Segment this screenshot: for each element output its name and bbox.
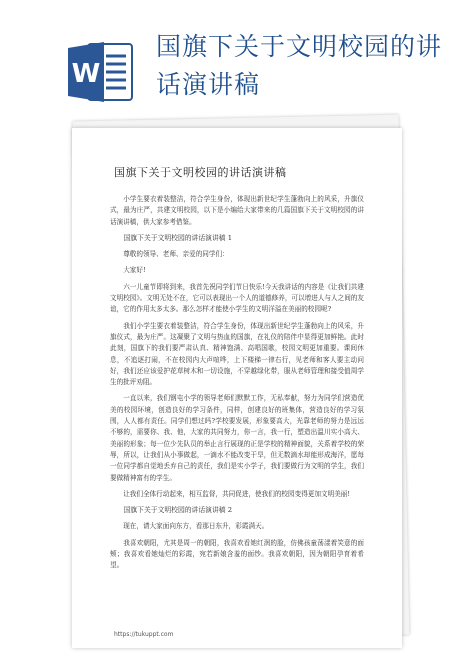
greeting-line: 尊敬的领导、老师、亲爱的同学们： [123,250,229,259]
document-title: 国旗下关于文明校园的讲话演讲稿 [114,166,287,179]
paragraph-3: 一直以来，我们钢屯小学的领导老师们默默工作，无私奉献，努力为同学们营造优美的校园环境，创造良好的学习条件，同样，创建良好的班集体，营造良好的学习氛围，人人都有责任。同学们想过吗?学校要发展，形象要高大，光靠老师的努力是远远不够的，需要你、我、他，大家的共同努力，你一言，我一行，塑造出温川实小高大、美丽的形象；每一位少先队员的举止言行展现的正是学校的精神面貌，关系着学校的荣辱，所以，让我们从小事做起，一滴水不能改变干旱，但无数滴水却能形成海洋，愿每一位同学都自觉地丢弃自己的责任，我们是实小学子，我们要做行为文明的学生，我们要做精神富有的学生。 [110,394,364,482]
source-url: https://tukuppt.com [114,631,174,638]
section-2-heading: 国旗下关于文明校园的讲话演讲稿 2 [123,506,233,515]
intro-paragraph: 小学生要衣着装整洁，符合学生身份，体现出新世纪学生蓬勃向上的风采，升旗仪式，最为庄严，共建文明校园，以下是小编给大家带来的几篇国旗下关于文明校园的讲话演讲稿，供大家参考借鉴。 [110,195,364,226]
document-body [110,194,364,577]
banner-title: 国旗下关于文明校园的讲话演讲稿 [156,32,443,99]
paragraph-4: 让我们全体行动起来，相互监督，共同促进，使我们的校园变得更加文明美丽! [123,489,351,498]
word-icon-letter: W [71,59,101,89]
paragraph-1: 六一儿童节即将到来，我首先祝同学们节日快乐!今天我讲话的内容是《让我们共建文明校园》。文明无处不在，它可以表现出一个人的道德修养，可以增进人与人之间的友谊，它的作用太多太多。那么怎样才能使小学生的文明洋溢在美丽的校园呢? [110,282,364,314]
document-page [72,128,402,648]
section-1-heading: 国旗下关于文明校园的讲话演讲稿 1 [123,233,233,242]
section-2-opening: 现在，请大家面向东方，看那日东升，彩霞满天。 [123,522,269,531]
word-document-icon [68,40,134,104]
section-2-paragraph-1: 我喜欢朝阳，尤其是周一的朝阳，我喜欢看她红润的脸，仿佛孩童荡漾着笑意的面颊；我喜欢看她灿烂的彩霞，宛若新娘含羞的面纱。我喜欢朝阳，因为朝阳孕育着希望。 [110,538,364,570]
paragraph-2: 我们小学生要衣着装整洁，符合学生身份，体现出新世纪学生蓬勃向上的风采，升旗仪式，最为庄严。这凝聚了文明与热血的国旗，在礼仪的陪伴中显得更加鲜艳。此时此刻，国旗下的我们要严肃认真、精神饱满、高唱国歌，校园文明更加重要。课间休息，不追逐打闹，不在校园内大声喧哗，上下楼梯一律右行，见老师和客人要主动问好，我们还应该爱护花草树木和一切设施，不穿越绿化带，服从老师管理和接受值周学生的批评劝阻。 [110,321,364,387]
hello-line: 大家好! [123,266,146,275]
